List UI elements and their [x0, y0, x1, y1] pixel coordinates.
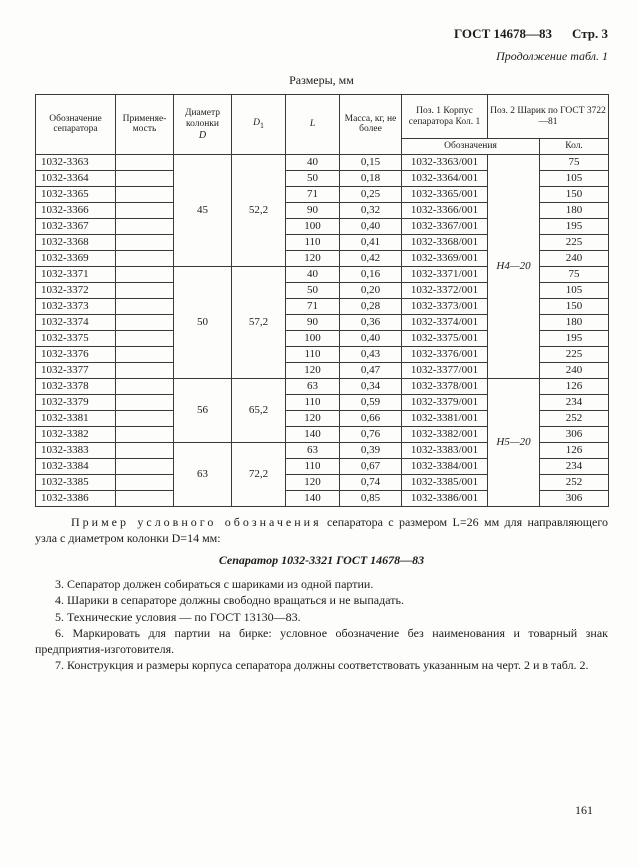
cell-length: 110: [286, 394, 340, 410]
cell-mass: 0,28: [340, 298, 402, 314]
table-header: [36, 95, 609, 155]
cell-length: 100: [286, 218, 340, 234]
cell-housing-designation: 1032-3363/001: [402, 154, 488, 170]
cell-applicability: [116, 458, 174, 474]
cell-length: 120: [286, 474, 340, 490]
cell-ball-qty: 240: [540, 362, 609, 378]
cell-applicability: [116, 250, 174, 266]
cell-mass: 0,25: [340, 186, 402, 202]
cell-housing-designation: 1032-3385/001: [402, 474, 488, 490]
cell-mass: 0,39: [340, 442, 402, 458]
cell-ball-qty: 306: [540, 490, 609, 506]
cell-ball-qty: 234: [540, 458, 609, 474]
cell-d1: 57,2: [232, 266, 286, 378]
cell-applicability: [116, 202, 174, 218]
table-continuation-label: Продолжение табл. 1: [496, 49, 608, 63]
table-row: [36, 154, 609, 170]
cell-housing-designation: 1032-3386/001: [402, 490, 488, 506]
cell-ball-qty: 75: [540, 266, 609, 282]
cell-applicability: [116, 410, 174, 426]
cell-mass: 0,67: [340, 458, 402, 474]
cell-separator-designation: 1032-3382: [36, 426, 116, 442]
page-number: 161: [575, 803, 593, 817]
cell-column-diameter: 50: [174, 266, 232, 378]
cell-ball-qty: 225: [540, 346, 609, 362]
cell-ball-qty: 75: [540, 154, 609, 170]
cell-ball-qty: 234: [540, 394, 609, 410]
cell-column-diameter: 45: [174, 154, 232, 266]
cell-ball-qty: 105: [540, 282, 609, 298]
subheader-designations: Обозначения: [402, 139, 540, 155]
table-header-row: [36, 95, 609, 139]
table-row: [36, 378, 609, 394]
gost-number: ГОСТ 14678—83: [453, 26, 552, 41]
cell-separator-designation: 1032-3368: [36, 234, 116, 250]
cell-length: 120: [286, 410, 340, 426]
note-item: 3. Сепаратор должен собираться с шариками из одной партии.: [55, 577, 374, 592]
cell-length: 110: [286, 458, 340, 474]
cell-housing-designation: 1032-3382/001: [402, 426, 488, 442]
cell-length: 71: [286, 298, 340, 314]
cell-applicability: [116, 234, 174, 250]
cell-length: 140: [286, 426, 340, 442]
cell-separator-designation: 1032-3375: [36, 330, 116, 346]
cell-applicability: [116, 442, 174, 458]
cell-applicability: [116, 314, 174, 330]
cell-length: 110: [286, 346, 340, 362]
example-designation: Сепаратор 1032-3321 ГОСТ 14678—83: [218, 553, 425, 568]
cell-length: 71: [286, 186, 340, 202]
cell-separator-designation: 1032-3373: [36, 298, 116, 314]
cell-mass: 0,47: [340, 362, 402, 378]
cell-mass: 0,40: [340, 218, 402, 234]
cell-housing-designation: 1032-3378/001: [402, 378, 488, 394]
cell-length: 110: [286, 234, 340, 250]
col-header-applicability: Применяе-мость: [116, 95, 174, 155]
example-paragraph: [35, 515, 608, 546]
cell-length: 90: [286, 202, 340, 218]
col-header-d1-sub: 1: [259, 121, 264, 131]
cell-housing-designation: 1032-3366/001: [402, 202, 488, 218]
cell-applicability: [116, 154, 174, 170]
col-header-diameter-label: Диаметр колонки: [184, 107, 221, 129]
cell-length: 50: [286, 170, 340, 186]
cell-applicability: [116, 282, 174, 298]
cell-separator-designation: 1032-3379: [36, 394, 116, 410]
cell-housing-designation: 1032-3376/001: [402, 346, 488, 362]
cell-separator-designation: 1032-3369: [36, 250, 116, 266]
cell-applicability: [116, 426, 174, 442]
cell-housing-designation: 1032-3374/001: [402, 314, 488, 330]
cell-separator-designation: 1032-3381: [36, 410, 116, 426]
cell-ball-qty: 180: [540, 314, 609, 330]
cell-mass: 0,15: [340, 154, 402, 170]
col-header-diameter-var: D: [198, 129, 207, 141]
cell-mass: 0,36: [340, 314, 402, 330]
cell-separator-designation: 1032-3364: [36, 170, 116, 186]
cell-mass: 0,40: [340, 330, 402, 346]
cell-separator-designation: 1032-3378: [36, 378, 116, 394]
cell-ball-designation: Н5—20: [488, 378, 540, 506]
col-header-length: [286, 95, 340, 155]
cell-length: 120: [286, 250, 340, 266]
cell-applicability: [116, 298, 174, 314]
col-header-d1: [232, 95, 286, 155]
cell-separator-designation: 1032-3384: [36, 458, 116, 474]
cell-ball-qty: 126: [540, 378, 609, 394]
cell-column-diameter: 63: [174, 442, 232, 506]
cell-ball-qty: 306: [540, 426, 609, 442]
cell-mass: 0,42: [340, 250, 402, 266]
cell-applicability: [116, 170, 174, 186]
note-item: 7. Конструкция и размеры корпуса сепаратора должны соответствовать указанным на черт. 2 и в табл. 2.: [55, 657, 589, 672]
cell-separator-designation: 1032-3377: [36, 362, 116, 378]
notes-list: [35, 577, 608, 673]
cell-ball-qty: 150: [540, 186, 609, 202]
cell-length: 120: [286, 362, 340, 378]
cell-separator-designation: 1032-3372: [36, 282, 116, 298]
page-label: Стр. 3: [572, 26, 608, 41]
cell-housing-designation: 1032-3373/001: [402, 298, 488, 314]
cell-d1: 65,2: [232, 378, 286, 442]
cell-mass: 0,34: [340, 378, 402, 394]
cell-separator-designation: 1032-3367: [36, 218, 116, 234]
cell-housing-designation: 1032-3381/001: [402, 410, 488, 426]
cell-mass: 0,74: [340, 474, 402, 490]
cell-applicability: [116, 330, 174, 346]
example-intro-rest: сепаратора с размером L=26 мм для направляющего узла с диаметром колонки D=14 мм:: [35, 514, 608, 545]
cell-applicability: [116, 474, 174, 490]
cell-length: 100: [286, 330, 340, 346]
cell-housing-designation: 1032-3372/001: [402, 282, 488, 298]
cell-separator-designation: 1032-3383: [36, 442, 116, 458]
cell-housing-designation: 1032-3368/001: [402, 234, 488, 250]
cell-separator-designation: 1032-3376: [36, 346, 116, 362]
col-header-pos1: Поз. 1 Корпус сепаратора Кол. 1: [402, 95, 488, 139]
col-header-mass: Масса, кг, не более: [340, 95, 402, 155]
cell-separator-designation: 1032-3366: [36, 202, 116, 218]
cell-length: 90: [286, 314, 340, 330]
cell-housing-designation: 1032-3367/001: [402, 218, 488, 234]
cell-separator-designation: 1032-3374: [36, 314, 116, 330]
cell-housing-designation: 1032-3375/001: [402, 330, 488, 346]
cell-length: 63: [286, 442, 340, 458]
cell-ball-qty: 180: [540, 202, 609, 218]
cell-length: 140: [286, 490, 340, 506]
cell-applicability: [116, 186, 174, 202]
cell-ball-qty: 252: [540, 474, 609, 490]
cell-housing-designation: 1032-3365/001: [402, 186, 488, 202]
cell-housing-designation: 1032-3384/001: [402, 458, 488, 474]
cell-length: 40: [286, 154, 340, 170]
cell-mass: 0,41: [340, 234, 402, 250]
cell-applicability: [116, 394, 174, 410]
cell-housing-designation: 1032-3383/001: [402, 442, 488, 458]
cell-mass: 0,16: [340, 266, 402, 282]
cell-column-diameter: 56: [174, 378, 232, 442]
cell-length: 40: [286, 266, 340, 282]
cell-mass: 0,43: [340, 346, 402, 362]
cell-housing-designation: 1032-3371/001: [402, 266, 488, 282]
cell-ball-qty: 240: [540, 250, 609, 266]
example-intro-spaced: Пример условного обозначения: [71, 514, 322, 529]
cell-applicability: [116, 346, 174, 362]
cell-separator-designation: 1032-3386: [36, 490, 116, 506]
cell-ball-qty: 195: [540, 218, 609, 234]
cell-housing-designation: 1032-3364/001: [402, 170, 488, 186]
cell-mass: 0,20: [340, 282, 402, 298]
cell-applicability: [116, 378, 174, 394]
dimensions-table: [35, 94, 609, 507]
col-header-designation: Обозначение сепаратора: [36, 95, 116, 155]
cell-applicability: [116, 362, 174, 378]
cell-applicability: [116, 218, 174, 234]
cell-length: 50: [286, 282, 340, 298]
cell-mass: 0,85: [340, 490, 402, 506]
cell-mass: 0,76: [340, 426, 402, 442]
subheader-qty: Кол.: [540, 139, 609, 155]
cell-ball-qty: 252: [540, 410, 609, 426]
cell-ball-qty: 126: [540, 442, 609, 458]
cell-mass: 0,18: [340, 170, 402, 186]
col-header-length-var: L: [309, 119, 316, 129]
cell-separator-designation: 1032-3365: [36, 186, 116, 202]
table-body: [36, 154, 609, 506]
cell-d1: 52,2: [232, 154, 286, 266]
cell-separator-designation: 1032-3371: [36, 266, 116, 282]
col-header-pos2: Поз. 2 Шарик по ГОСТ 3722—81: [488, 95, 609, 139]
note-item: 6. Маркировать для партии на бирке: условное обозначение без наименования и товарный знак предприятия-изготовителя.: [35, 626, 608, 656]
cell-ball-qty: 225: [540, 234, 609, 250]
col-header-d1-var: D: [253, 118, 260, 129]
cell-housing-designation: 1032-3377/001: [402, 362, 488, 378]
note-item: 4. Шарики в сепараторе должны свободно вращаться и не выпадать.: [55, 593, 404, 608]
document-page: [35, 26, 608, 674]
cell-d1: 72,2: [232, 442, 286, 506]
cell-ball-qty: 105: [540, 170, 609, 186]
cell-applicability: [116, 266, 174, 282]
table-title: Размеры, мм: [289, 73, 354, 87]
cell-mass: 0,59: [340, 394, 402, 410]
cell-ball-qty: 150: [540, 298, 609, 314]
page-header: [35, 26, 608, 42]
cell-separator-designation: 1032-3363: [36, 154, 116, 170]
cell-housing-designation: 1032-3369/001: [402, 250, 488, 266]
cell-ball-designation: Н4—20: [488, 154, 540, 378]
cell-mass: 0,32: [340, 202, 402, 218]
cell-applicability: [116, 490, 174, 506]
cell-housing-designation: 1032-3379/001: [402, 394, 488, 410]
cell-ball-qty: 195: [540, 330, 609, 346]
note-item: 5. Технические условия — по ГОСТ 13130—83.: [55, 609, 301, 624]
cell-mass: 0,66: [340, 410, 402, 426]
cell-length: 63: [286, 378, 340, 394]
cell-separator-designation: 1032-3385: [36, 474, 116, 490]
col-header-diameter: [174, 95, 232, 155]
